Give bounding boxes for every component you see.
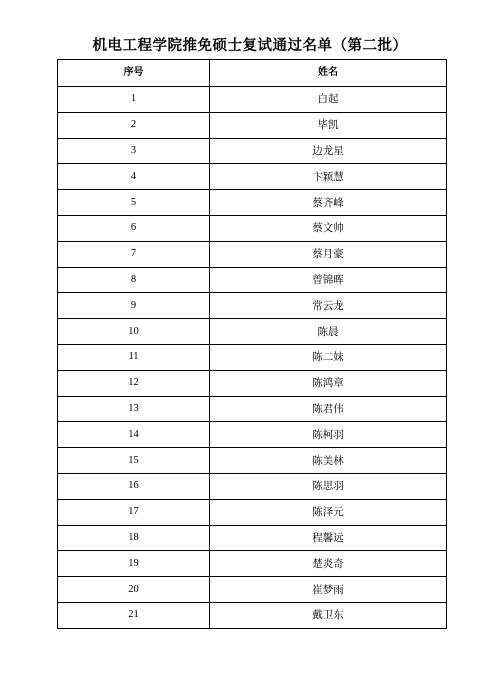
row-name: 戴卫东 bbox=[210, 602, 447, 628]
table-row bbox=[58, 319, 447, 345]
table-header-row bbox=[58, 60, 447, 87]
row-name: 陈二妹 bbox=[210, 344, 447, 370]
row-number: 1 bbox=[58, 87, 210, 113]
row-name: 楚炎奇 bbox=[210, 551, 447, 577]
row-name: 陈思羽 bbox=[210, 473, 447, 499]
row-name: 陈柯羽 bbox=[210, 422, 447, 448]
table-row bbox=[58, 293, 447, 319]
row-number: 5 bbox=[58, 190, 210, 216]
row-name: 陈晨 bbox=[210, 319, 447, 345]
table-row bbox=[58, 448, 447, 474]
row-name: 陈美林 bbox=[210, 448, 447, 474]
row-name: 常云龙 bbox=[210, 293, 447, 319]
table-row bbox=[58, 577, 447, 603]
row-name: 毕凯 bbox=[210, 112, 447, 138]
table-row bbox=[58, 241, 447, 267]
row-number: 8 bbox=[58, 267, 210, 293]
row-number: 18 bbox=[58, 525, 210, 551]
row-name: 崔梦雨 bbox=[210, 577, 447, 603]
table-row bbox=[58, 267, 447, 293]
row-name: 白起 bbox=[210, 87, 447, 113]
column-header-name: 姓名 bbox=[210, 60, 447, 87]
row-number: 6 bbox=[58, 215, 210, 241]
row-number: 14 bbox=[58, 422, 210, 448]
table-row bbox=[58, 370, 447, 396]
table-row bbox=[58, 422, 447, 448]
row-number: 17 bbox=[58, 499, 210, 525]
page-title: 机电工程学院推免硕士复试通过名单（第二批） bbox=[92, 38, 408, 54]
name-list-table bbox=[57, 59, 447, 629]
row-number: 13 bbox=[58, 396, 210, 422]
row-number: 12 bbox=[58, 370, 210, 396]
row-name: 蔡月豪 bbox=[210, 241, 447, 267]
row-number: 19 bbox=[58, 551, 210, 577]
row-name: 程馨远 bbox=[210, 525, 447, 551]
row-number: 9 bbox=[58, 293, 210, 319]
row-number: 3 bbox=[58, 138, 210, 164]
table-row bbox=[58, 164, 447, 190]
row-name: 蔡齐峰 bbox=[210, 190, 447, 216]
table-row bbox=[58, 473, 447, 499]
table-row bbox=[58, 138, 447, 164]
row-name: 蔡文帅 bbox=[210, 215, 447, 241]
row-number: 11 bbox=[58, 344, 210, 370]
table-row bbox=[58, 344, 447, 370]
row-number: 20 bbox=[58, 577, 210, 603]
row-name: 陈泽元 bbox=[210, 499, 447, 525]
table-row bbox=[58, 525, 447, 551]
column-header-number: 序号 bbox=[58, 60, 210, 87]
row-number: 4 bbox=[58, 164, 210, 190]
table-row bbox=[58, 602, 447, 628]
row-number: 21 bbox=[58, 602, 210, 628]
row-number: 7 bbox=[58, 241, 210, 267]
table-row bbox=[58, 112, 447, 138]
table-row bbox=[58, 499, 447, 525]
table-row bbox=[58, 87, 447, 113]
row-number: 15 bbox=[58, 448, 210, 474]
row-number: 2 bbox=[58, 112, 210, 138]
row-name: 边龙星 bbox=[210, 138, 447, 164]
row-name: 陈鸿章 bbox=[210, 370, 447, 396]
table-row bbox=[58, 190, 447, 216]
row-name: 曾锦晖 bbox=[210, 267, 447, 293]
row-name: 卞颖慧 bbox=[210, 164, 447, 190]
row-number: 10 bbox=[58, 319, 210, 345]
table-row bbox=[58, 215, 447, 241]
row-name: 陈君伟 bbox=[210, 396, 447, 422]
table-row bbox=[58, 551, 447, 577]
row-number: 16 bbox=[58, 473, 210, 499]
table-row bbox=[58, 396, 447, 422]
